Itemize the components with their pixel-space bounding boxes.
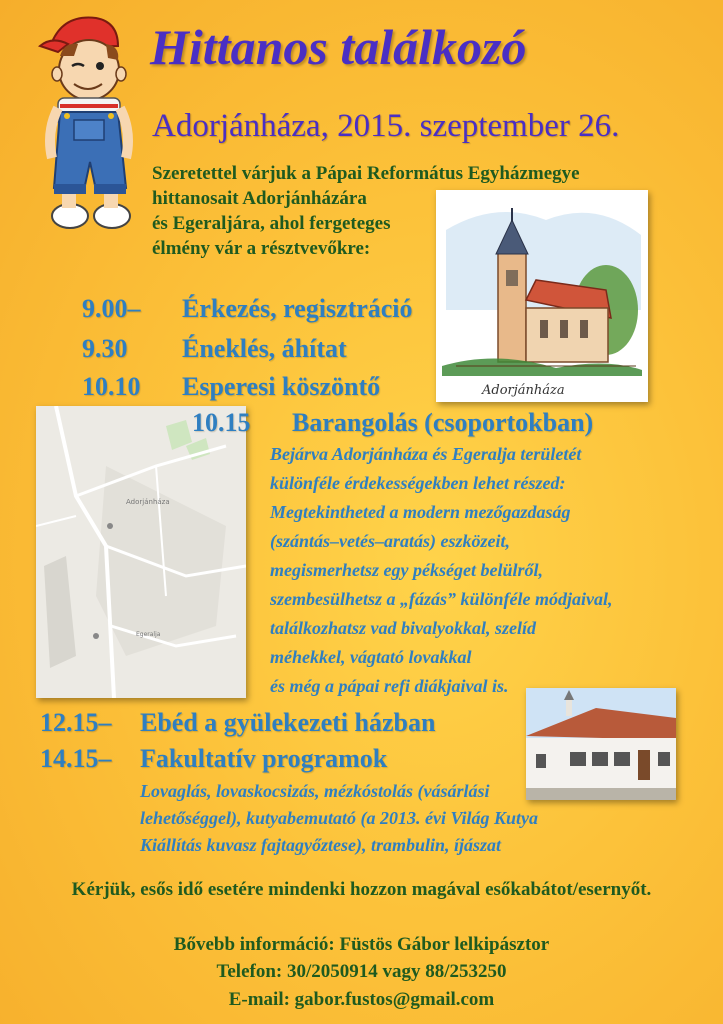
intro-line: Szeretettel várjuk a Pápai Református Egyházmegye xyxy=(152,163,580,184)
schedule-label: Fakultatív programok xyxy=(140,744,388,773)
schedule-time: 10.15 xyxy=(192,408,251,437)
schedule-time: 9.30 xyxy=(82,334,128,363)
community-house-photo xyxy=(526,688,676,800)
desc-line: lehetőséggel), kutyabemutató (a 2013. évi Világ Kutya xyxy=(140,808,538,828)
barangolas-description xyxy=(270,440,613,701)
schedule-label: Barangolás (csoportokban) xyxy=(292,408,594,437)
fakultativ-description xyxy=(140,778,538,859)
village-map xyxy=(36,406,246,698)
desc-line: Kiállítás kuvasz fajtagyőztese), trambulin, íjászat xyxy=(140,835,502,855)
desc-line: és még a pápai refi diákjaival is. xyxy=(270,676,509,696)
rain-note: Kérjük, esős idő esetére mindenki hozzon magával esőkabátot/esernyőt. xyxy=(71,879,652,900)
church-caption: Adorjánháza xyxy=(482,383,565,398)
desc-line: különféle érdekességekben lehet részed: xyxy=(270,473,566,493)
schedule-label: Érkezés, regisztráció xyxy=(182,294,413,323)
page-title: Hittanos találkozó xyxy=(150,19,527,75)
desc-line: méhekkel, vágtató lovakkal xyxy=(270,647,472,667)
schedule-label: Éneklés, áhítat xyxy=(182,334,347,363)
intro-line: élmény vár a résztvevőkre: xyxy=(152,238,371,259)
schedule-item xyxy=(40,744,387,774)
map-label-adorjanhaza: Adorjánháza xyxy=(126,498,170,506)
schedule-time: 14.15– xyxy=(40,744,112,773)
intro-line: hittanosait Adorjánházára xyxy=(152,188,367,209)
page-subtitle: Adorjánháza, 2015. szeptember 26. xyxy=(152,108,620,144)
schedule-time: 12.15– xyxy=(40,708,112,737)
schedule-item xyxy=(82,334,347,364)
schedule-item xyxy=(82,372,380,402)
desc-line: szembesülhetsz a „fázás” különféle módjaival, xyxy=(270,589,613,609)
schedule-item xyxy=(82,294,413,324)
church-drawing xyxy=(436,190,648,402)
schedule-time: 9.00– xyxy=(82,294,141,323)
desc-line: találkozhatsz vad bivalyokkal, szelíd xyxy=(270,618,537,638)
schedule-time: 10.10 xyxy=(82,372,141,401)
desc-line: (szántás–vetés–aratás) eszközeit, xyxy=(270,531,510,551)
contact-info: Bővebb információ: Füstös Gábor lelkipásztor xyxy=(173,934,550,955)
map-drawing xyxy=(36,406,246,698)
intro-line: és Egeraljára, ahol fergeteges xyxy=(152,213,391,234)
church-painting xyxy=(436,190,648,402)
contact-phone: Telefon: 30/2050914 vagy 88/253250 xyxy=(216,961,507,982)
desc-line: Megtekintheted a modern mezőgazdaság xyxy=(270,502,571,522)
desc-line: Lovaglás, lovaskocsizás, mézkóstolás (vásárlási xyxy=(140,781,490,801)
boy-drawing xyxy=(34,12,144,242)
map-label-egeralja: Egeralja xyxy=(136,631,161,638)
schedule-item xyxy=(192,408,593,438)
house-drawing xyxy=(526,688,676,800)
schedule-label: Ebéd a gyülekezeti házban xyxy=(140,708,436,737)
cartoon-boy-illustration xyxy=(34,12,144,242)
contact-email[interactable]: E-mail: gabor.fustos@gmail.com xyxy=(228,989,495,1010)
desc-line: megismerhetsz egy pékséget belülről, xyxy=(270,560,543,580)
schedule-item xyxy=(40,708,435,738)
schedule-label: Esperesi köszöntő xyxy=(182,372,381,401)
desc-line: Bejárva Adorjánháza és Egeralja területét xyxy=(270,444,582,464)
